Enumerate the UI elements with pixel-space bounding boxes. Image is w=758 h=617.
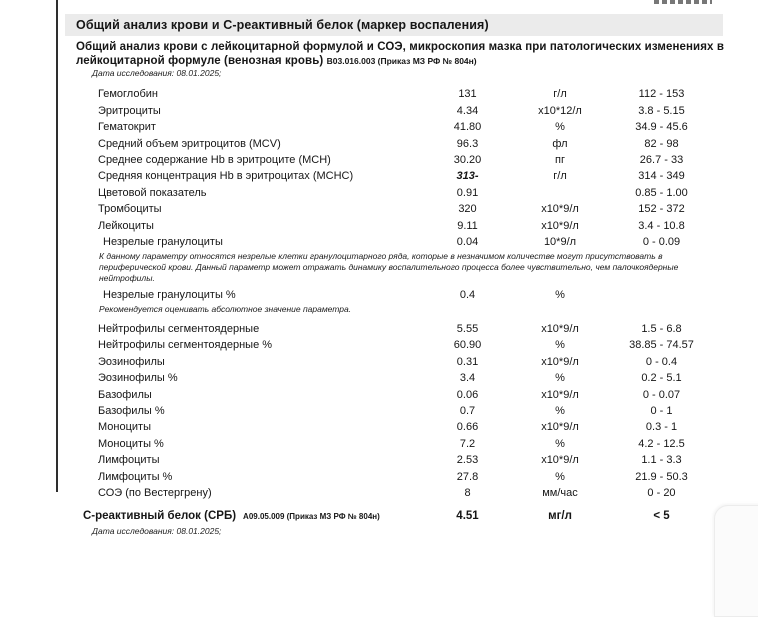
parameter-reference-range: 1.5 - 6.8: [641, 322, 682, 335]
parameter-unit: х10*9/л: [541, 355, 579, 368]
parameter-unit: фл: [552, 137, 568, 150]
parameter-reference-range: 1.1 - 3.3: [641, 454, 682, 467]
parameter-value: 4.34: [456, 104, 479, 117]
section-banner-title: Общий анализ крови и С-реактивный белок (маркер воспаления): [76, 18, 489, 32]
parameter-unit: %: [555, 470, 565, 483]
parameter-reference-range: 3.4 - 10.8: [638, 219, 685, 232]
table-row: [83, 234, 718, 250]
parameter-name: [83, 471, 420, 483]
table-row: [83, 135, 718, 151]
parameter-reference-range: 4.2 - 12.5: [638, 437, 685, 450]
parameter-value: 0.06: [456, 388, 479, 401]
parameter-reference-range: 152 - 372: [638, 203, 685, 216]
parameter-name-text: Эозинофилы %: [98, 372, 178, 385]
parameter-name-text: Моноциты %: [98, 437, 164, 450]
table-row: [83, 286, 718, 302]
parameter-reference-range: 38.85 - 74.57: [629, 339, 694, 352]
parameter-reference-range: 0 - 0.4: [645, 355, 678, 368]
parameter-reference-range: 0.2 - 5.1: [641, 372, 682, 385]
parameter-name: [83, 323, 420, 335]
parameter-value: 7.2: [459, 437, 476, 450]
table-row: [83, 86, 718, 102]
parameter-note: Рекомендуется оценивать абсолютное значение параметра.: [99, 303, 352, 314]
table-row: [83, 337, 718, 353]
parameter-code: A09.05.009 (Приказ МЗ РФ № 804н): [243, 511, 380, 521]
parameter-unit: мг/л: [548, 509, 572, 522]
parameter-name: [83, 220, 420, 232]
page-left-border: [56, 0, 58, 492]
parameter-name-text: Лимфоциты: [98, 454, 160, 467]
parameter-unit: г/л: [553, 88, 567, 101]
parameter-unit: %: [555, 288, 565, 301]
parameter-unit: пг: [555, 153, 565, 166]
parameter-name-text: Гематокрит: [98, 121, 156, 134]
parameter-value: 2.53: [456, 454, 479, 467]
study-date: Дата исследования: 08.01.2025;: [92, 68, 222, 78]
parameter-name-text: Тромбоциты: [98, 203, 162, 216]
parameter-unit: %: [555, 437, 565, 450]
parameter-name-text: Эритроциты: [98, 104, 161, 117]
parameter-value: 60.90: [453, 339, 482, 352]
parameter-name-text: СОЭ (по Вестергрену): [98, 487, 212, 500]
parameter-name-text: Нейтрофилы сегментоядерные %: [98, 339, 273, 352]
parameter-value: 30.20: [453, 153, 482, 166]
parameter-value: 3.4: [459, 372, 476, 385]
parameter-name: [83, 187, 420, 199]
parameter-name: [83, 389, 420, 401]
parameter-name-text: Лейкоциты: [98, 219, 154, 232]
parameter-value: 41.80: [453, 121, 482, 134]
table-row: [83, 201, 718, 217]
parameter-name-text: Средний объем эритроцитов (MCV): [98, 137, 281, 150]
test-header: [76, 41, 724, 68]
parameter-value: 5.55: [456, 322, 479, 335]
parameter-reference-range: 0.3 - 1: [645, 421, 678, 434]
parameter-value: 0.4: [459, 288, 476, 301]
parameter-name-text: Базофилы: [98, 388, 152, 401]
table-row: [83, 119, 718, 135]
parameter-name-text: Гемоглобин: [98, 88, 158, 101]
table-row: [83, 419, 718, 435]
parameter-name: [83, 487, 420, 499]
table-row: [83, 403, 718, 419]
parameter-name-text: Среднее содержание Hb в эритроците (MCH): [98, 153, 331, 166]
table-row: [83, 218, 718, 234]
parameter-value: 9.11: [457, 219, 478, 232]
parameter-unit: х10*9/л: [541, 454, 579, 467]
test-title: Общий анализ крови с лейкоцитарной формулой и СОЭ, микроскопия мазка при патологических изменениях в лейкоцитарной формуле (венозная кровь): [76, 41, 724, 67]
parameter-reference-range: 3.8 - 5.15: [638, 104, 685, 117]
parameter-name-text: Эозинофилы: [98, 355, 165, 368]
parameter-unit: х10*9/л: [541, 219, 579, 232]
parameter-note: К данному параметру относятся незрелые клетки гранулоцитарного ряда, которые в незначимом количестве могут присутствовать в периферической крови. Данный параметр может отражать динамику воспалительного процесса более чувствительно, чем палочкоядерные нейтрофилы.: [99, 251, 679, 283]
parameter-name: [83, 289, 420, 301]
parameter-name-text: Моноциты: [98, 421, 151, 434]
table-row: [83, 452, 718, 468]
table-row: [83, 321, 718, 337]
table-row: [83, 485, 718, 501]
results-table: [83, 86, 718, 536]
parameter-name-text: Незрелые гранулоциты: [103, 236, 223, 249]
parameter-reference-range: 26.7 - 33: [639, 153, 684, 166]
test-code: В03.016.003 (Приказ МЗ РФ № 804н): [326, 55, 477, 66]
floating-widget-button[interactable]: [714, 505, 758, 617]
parameter-reference-range: 112 - 153: [638, 88, 685, 101]
parameter-name-text: Базофилы %: [98, 405, 165, 418]
parameter-name: [83, 203, 420, 215]
parameter-name-text: Нейтрофилы сегментоядерные: [98, 322, 260, 335]
parameter-unit: 10*9/л: [543, 236, 577, 249]
table-row: [83, 507, 718, 523]
table-row: [83, 370, 718, 386]
parameter-reference-range: 0 - 0.09: [642, 236, 681, 249]
parameter-unit: %: [555, 339, 565, 352]
parameter-reference-range: 0 - 1: [650, 405, 673, 418]
parameter-value: 320: [458, 203, 477, 216]
parameter-unit: %: [555, 121, 565, 134]
parameter-value: 4.51: [456, 509, 479, 522]
parameter-name: [83, 438, 420, 450]
table-row: [83, 436, 718, 452]
table-row: [83, 102, 718, 118]
parameter-value: 8: [464, 487, 471, 500]
parameter-value: 313-: [456, 170, 479, 183]
parameter-value: 0.91: [456, 186, 479, 199]
parameter-unit: %: [555, 372, 565, 385]
parameter-name: [83, 421, 420, 433]
parameter-reference-range: 0 - 20: [647, 487, 676, 500]
parameter-reference-range: 0.85 - 1.00: [635, 186, 688, 199]
table-row: [83, 185, 718, 201]
parameter-name: [83, 154, 420, 166]
parameter-unit: х10*9/л: [541, 322, 579, 335]
parameter-unit: х10*9/л: [541, 203, 579, 216]
table-row: [83, 168, 718, 184]
parameter-value: 0.66: [456, 421, 479, 434]
parameter-value: 96.3: [456, 137, 479, 150]
parameter-name: [83, 105, 420, 117]
study-date: Дата исследования: 08.01.2025;: [92, 525, 222, 536]
parameter-name-text: Лимфоциты %: [98, 470, 173, 483]
parameter-reference-range: 314 - 349: [638, 170, 685, 183]
parameter-name: [83, 510, 420, 522]
parameter-unit: %: [555, 405, 565, 418]
parameter-value: 0.04: [456, 236, 479, 249]
parameter-unit: мм/час: [542, 487, 578, 500]
parameter-reference-range: 21.9 - 50.3: [635, 470, 688, 483]
parameter-value: 0.31: [456, 355, 479, 368]
parameter-reference-range: 34.9 - 45.6: [635, 121, 688, 134]
section-banner: [65, 14, 723, 36]
parameter-value: 131: [458, 88, 477, 101]
clipped-text-fragment: [654, 0, 712, 4]
parameter-name: [83, 372, 420, 384]
parameter-name: [83, 339, 420, 351]
parameter-name: [83, 405, 420, 417]
parameter-name: [83, 138, 420, 150]
parameter-name-text: Средняя концентрация Hb в эритроцитах (MCHC): [98, 170, 354, 183]
parameter-name: [83, 121, 420, 133]
table-row: [83, 152, 718, 168]
parameter-reference-range: 82 - 98: [644, 137, 679, 150]
parameter-name: [83, 170, 420, 182]
table-row: [83, 469, 718, 485]
table-row: [83, 386, 718, 402]
parameter-unit: х10*9/л: [541, 421, 579, 434]
parameter-unit: г/л: [553, 170, 567, 183]
parameter-name-text: Цветовой показатель: [98, 186, 207, 199]
parameter-value: 27.8: [456, 470, 479, 483]
parameter-unit: х10*9/л: [541, 388, 579, 401]
parameter-name: [83, 454, 420, 466]
parameter-value: 0.7: [459, 405, 476, 418]
table-row: [83, 354, 718, 370]
parameter-name: [83, 236, 420, 248]
parameter-reference-range: < 5: [653, 509, 670, 522]
parameter-name: [83, 356, 420, 368]
parameter-name-text: С-реактивный белок (СРБ): [83, 509, 237, 522]
parameter-name: [83, 88, 420, 100]
parameter-reference-range: 0 - 0.07: [642, 388, 681, 401]
parameter-unit: х10*12/л: [538, 104, 582, 117]
parameter-name-text: Незрелые гранулоциты %: [103, 288, 236, 301]
